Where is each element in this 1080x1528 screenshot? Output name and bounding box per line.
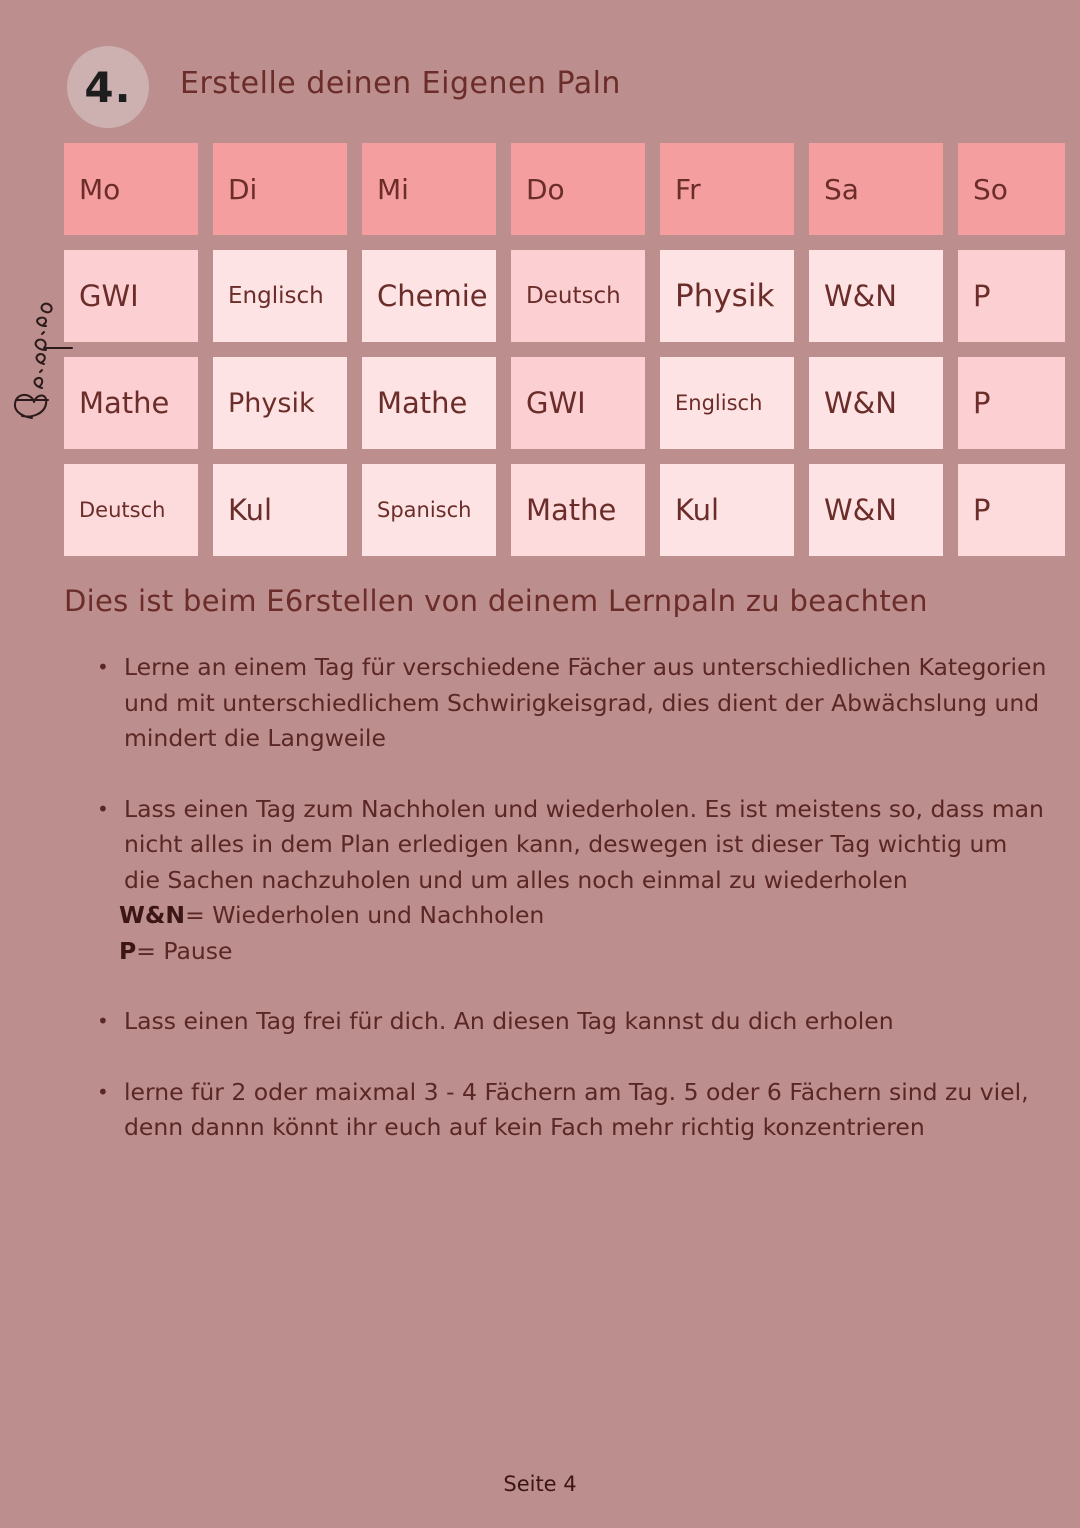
page-number: Seite 4 xyxy=(503,1472,577,1496)
day-header-sa: Sa xyxy=(809,143,943,235)
tips-list xyxy=(97,650,1047,1146)
plan-cell: P xyxy=(958,250,1065,342)
list-item-text: Lass einen Tag zum Nachholen und wiederholen. Es ist meistens so, dass man nicht alles in dem Plan erledigen kann, deswegen ist dieser Tag wichtig um die Sachen nachzuholen und um alles noch einmal zu wiederholen xyxy=(124,794,1044,894)
bullet-dot-icon: • xyxy=(97,655,109,679)
plan-cell: Kul xyxy=(213,464,347,556)
plan-cell: GWI xyxy=(511,357,645,449)
plan-cell: Mathe xyxy=(511,464,645,556)
definition-p xyxy=(119,934,1047,970)
section-heading: Dies ist beim E6rstellen von deinem Lernpaln zu beachten xyxy=(64,584,928,618)
definition-text: = Pause xyxy=(136,936,233,965)
plan-cell: GWI xyxy=(64,250,198,342)
step-badge xyxy=(67,46,149,128)
list-item xyxy=(97,1004,1047,1040)
plan-cell: W&N xyxy=(809,250,943,342)
list-item-text: lerne für 2 oder maixmal 3 - 4 Fächern am Tag. 5 oder 6 Fächern sind zu viel, denn dannn könnt ihr euch auf kein Fach mehr richtig konzentrieren xyxy=(124,1077,1029,1141)
page-title: Erstelle deinen Eigenen Paln xyxy=(180,66,621,101)
step-number: 4. xyxy=(84,62,132,112)
bullet-dot-icon: • xyxy=(97,1079,109,1104)
day-header-so: So xyxy=(958,143,1065,235)
plan-cell: Englisch xyxy=(213,250,347,342)
plan-cell: Chemie xyxy=(362,250,496,342)
day-header-mi: Mi xyxy=(362,143,496,235)
plan-cell: Physik xyxy=(213,357,347,449)
definition-text: = Wiederholen und Nachholen xyxy=(185,901,545,929)
plan-cell: Kul xyxy=(660,464,794,556)
list-item xyxy=(97,650,1047,757)
day-header-do: Do xyxy=(511,143,645,235)
plan-cell: P xyxy=(958,357,1065,449)
day-header-mo: Mo xyxy=(64,143,198,235)
plan-cell: Mathe xyxy=(64,357,198,449)
list-item xyxy=(97,1075,1047,1146)
plan-cell: Physik xyxy=(660,250,794,342)
definition-term: P xyxy=(119,936,137,965)
day-header-di: Di xyxy=(213,143,347,235)
plan-cell: W&N xyxy=(809,357,943,449)
list-item-text: Lerne an einem Tag für verschiedene Fächer aus unterschiedlichen Kategorien und mit unterschiedlichem Schwirigkeisgrad, dies dient der Abwächslung und mindert die Langweile xyxy=(124,653,1047,752)
plan-cell: Spanisch xyxy=(362,464,496,556)
list-item-text: Lass einen Tag frei für dich. An diesen Tag kannst du dich erholen xyxy=(124,1007,894,1035)
bullet-dot-icon: • xyxy=(97,796,109,821)
plan-cell: P xyxy=(958,464,1065,556)
definition-term: W&N xyxy=(119,901,186,929)
day-header-fr: Fr xyxy=(660,143,794,235)
study-plan-table xyxy=(64,143,1065,556)
plan-cell: Deutsch xyxy=(64,464,198,556)
plan-cell: Deutsch xyxy=(511,250,645,342)
plan-cell: Mathe xyxy=(362,357,496,449)
bullet-dot-icon: • xyxy=(97,1009,109,1033)
definition-wn xyxy=(119,898,1047,934)
list-item xyxy=(97,792,1047,970)
plan-cell: Englisch xyxy=(660,357,794,449)
plan-cell: W&N xyxy=(809,464,943,556)
